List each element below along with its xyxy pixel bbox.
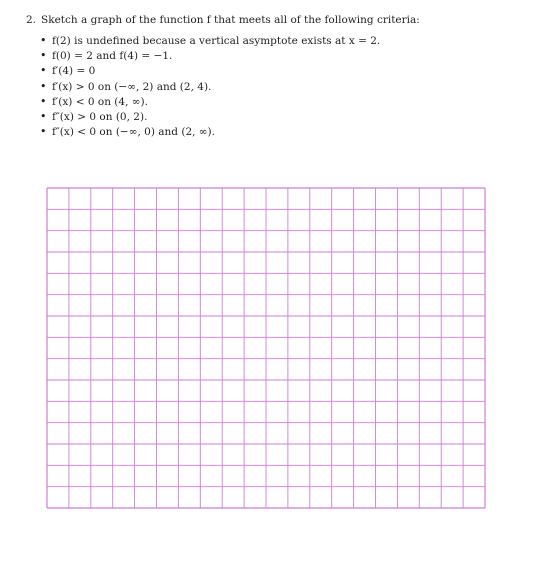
- criterion-item: [40, 49, 526, 64]
- bullet-icon: •: [40, 49, 47, 63]
- criterion-item: [40, 79, 526, 95]
- criterion-item: [40, 125, 526, 140]
- bullet-icon: •: [40, 125, 47, 139]
- grid-svg: [46, 187, 486, 509]
- bullet-icon: •: [40, 94, 47, 108]
- graph-paper-grid: [46, 187, 486, 509]
- problem-statement: [26, 13, 526, 27]
- criterion-text: f′(4) = 0: [52, 65, 96, 78]
- criterion-text: f(0) = 2 and f(4) = −1.: [52, 50, 173, 63]
- criterion-text: f′(x) > 0 on (−∞, 2) and (2, 4).: [52, 80, 212, 93]
- criterion-item: [40, 64, 526, 79]
- criterion-text: f′(x) < 0 on (4, ∞).: [52, 95, 148, 108]
- criterion-item: [40, 34, 526, 49]
- problem-number: 2.: [26, 14, 37, 26]
- bullet-icon: •: [40, 64, 47, 78]
- criterion-text: f″(x) < 0 on (−∞, 0) and (2, ∞).: [52, 126, 215, 139]
- problem-prompt: Sketch a graph of the function f that meets all of the following criteria:: [41, 14, 420, 26]
- bullet-icon: •: [40, 79, 47, 93]
- criterion-text: f(2) is undefined because a vertical asymptote exists at x = 2.: [52, 35, 381, 47]
- bullet-icon: •: [40, 34, 47, 47]
- criterion-text: f″(x) > 0 on (0, 2).: [52, 110, 148, 123]
- criteria-list: [26, 34, 526, 140]
- criterion-item: [40, 109, 526, 125]
- criterion-item: [40, 94, 526, 110]
- bullet-icon: •: [40, 109, 47, 123]
- problem-2: [26, 13, 526, 140]
